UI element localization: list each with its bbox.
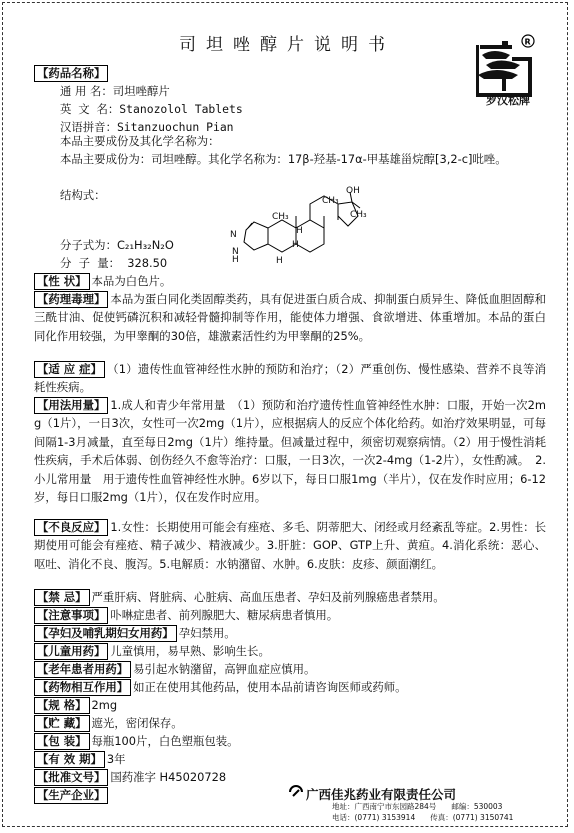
- structure-label: 结构式：: [60, 188, 106, 202]
- molecular-formula: 分子式为：C₂₁H₃₂N₂O: [60, 238, 174, 252]
- h-label-3: H: [276, 256, 283, 266]
- h-label-2: H: [292, 240, 299, 250]
- packaging-section: [34, 732, 546, 750]
- section-label: 【贮 藏】: [34, 715, 90, 732]
- section-label: 【注意事项】: [34, 607, 108, 624]
- section-text: 2mg: [91, 698, 118, 712]
- section-text: 1.女性：长期使用可能会有痤疮、多毛、阴蒂肥大、闭经或月经紊乱等症。2.男性：长期使用可能会有痤疮、精子减少、精液减少。3.肝脏：GOP、GTP上升、黄疸。4.消化系统：恶心、呕吐、消化不良、腹泻。5.电解质：水钠潴留、水肿。6.皮肤：皮疹、颜面潮红。: [34, 520, 546, 571]
- ch3-label-a: CH₃: [350, 210, 367, 220]
- section-label: 【用法用量】: [34, 397, 108, 414]
- section-text: 易引起水钠潴留，高钾血症应慎用。: [133, 662, 316, 676]
- section-text: 1.成人和青少年常用量 （1）预防和治疗遗传性血管神经性水肿：口服，开始一次2mg（1片），一日3次，女性可一次2mg（1片），应根据病人的反应个体化给药。如治疗效果明显，可每间隔1-3月减量，直至每日2mg（1片）维持量。但减量过程中，须密切观察病情。（2）用于慢性消耗性疾病，手术后体弱、创伤经久不愈等治疗：口服，一日3次，一次2-4mg（1-2片），女性酌减。 2.小儿常用量 用于遗传性血管神经性水肿。6岁以下，每日口服1mg（半片），仅在发作时应用；6-12岁，每日口服2mg（1片），仅在发作时应用。: [34, 398, 546, 505]
- company-logo-icon: [288, 784, 304, 800]
- section-text: 每瓶100片，白色塑瓶包装。: [91, 734, 239, 748]
- section-label: 【适 应 症】: [34, 361, 105, 378]
- contraindications-section: [34, 588, 546, 606]
- storage-section: [34, 714, 546, 732]
- section-label: 【性 状】: [34, 273, 90, 290]
- section-text: 本品为蛋白同化类固醇类药，具有促进蛋白质合成、抑制蛋白质异生、降低血胆固醇和三酰甘油、促使钙磷沉积和减轻骨髓抑制等作用，能使体力增强、食欲增进、体重增加。本品的蛋白同化作用较强，为甲睾酮的30倍，雄激素活性约为甲睾酮的25%。: [34, 292, 546, 343]
- ch3-label-b: CH₃: [322, 196, 339, 206]
- section-text: 儿童慎用，易早熟、影响生长。: [110, 644, 270, 658]
- section-text: 遮光，密闭保存。: [91, 716, 183, 730]
- company-address: 地址：广西南宁市东园路284号 邮编：530003: [332, 802, 503, 811]
- precautions-section: [34, 606, 546, 624]
- adverse-reactions-section: [34, 518, 546, 573]
- section-text: 3年: [106, 752, 126, 766]
- section-label: 【生产企业】: [34, 787, 108, 804]
- properties-section: [34, 272, 546, 290]
- specification-section: [34, 696, 546, 714]
- section-label: 【规 格】: [34, 697, 90, 714]
- section-label: 【孕妇及哺乳期妇女用药】: [34, 625, 177, 642]
- pregnancy-section: [34, 624, 546, 642]
- section-label: 【有 效 期】: [34, 751, 105, 768]
- section-text: 卟啉症患者、前列腺肥大、糖尿病患者慎用。: [110, 608, 339, 622]
- section-label: 【药理毒理】: [34, 291, 108, 308]
- ingredient-text: 本品主要成份为：司坦唑醇。其化学名称为：17β-羟基-17α-甲基雄甾烷醇[3,2-c]吡唑。: [60, 152, 507, 166]
- brand-name: 罗汉松牌: [486, 94, 530, 107]
- svg-text:R: R: [524, 37, 531, 47]
- section-text: 本品为白色片。: [91, 274, 172, 288]
- indications-section: [34, 360, 546, 397]
- n-label: N: [230, 230, 237, 240]
- section-text: 国药准字 H45020728: [110, 770, 227, 784]
- section-label: 【药品名称】: [34, 65, 108, 82]
- section-label: 【禁 忌】: [34, 589, 90, 606]
- oh-label: OH: [346, 186, 360, 196]
- ch3-label-c: CH₃: [272, 212, 289, 222]
- section-label: 【包 装】: [34, 733, 90, 750]
- pediatric-section: [34, 642, 546, 660]
- dosage-section: [34, 396, 546, 506]
- english-name: 英 文 名：Stanozolol Tablets: [60, 102, 243, 116]
- h-label-1: H: [296, 226, 303, 236]
- interactions-section: [34, 678, 546, 696]
- section-label: 【老年患者用药】: [34, 661, 131, 678]
- geriatric-section: [34, 660, 546, 678]
- validity-section: [34, 750, 546, 768]
- drug-name-header: [34, 64, 110, 82]
- company-phone: 电话：(0771) 3153914 传真：(0771) 3150741: [332, 813, 514, 822]
- section-text: 严重肝病、肾脏病、心脏病、高血压患者、孕妇及前列腺癌患者禁用。: [91, 590, 445, 604]
- document-title: 司坦唑醇片说明书: [179, 35, 395, 55]
- pharmacology-section: [34, 290, 546, 345]
- molecular-weight: 分 子 量： 328.50: [60, 256, 168, 270]
- section-label: 【批准文号】: [34, 769, 108, 786]
- ingredient-title: 本品主要成份及其化学名称为：: [60, 134, 220, 148]
- section-label: 【不良反应】: [34, 519, 108, 536]
- section-text: 如正在使用其他药品，使用本品前请咨询医师或药师。: [133, 680, 407, 694]
- generic-name: 通 用 名：司坦唑醇片: [60, 84, 170, 98]
- section-label: 【儿童用药】: [34, 643, 108, 660]
- section-text: 孕妇禁用。: [178, 626, 236, 640]
- section-label: 【药物相互作用】: [34, 679, 131, 696]
- company-name: 广西佳兆药业有限责任公司: [306, 787, 457, 802]
- pinyin-name: 汉语拼音：Sitanzuochun Pian: [60, 120, 234, 134]
- section-text: （1）遗传性血管神经性水肿的预防和治疗；（2）严重创伤、慢性感染、营养不良等消耗性疾病。: [34, 362, 546, 395]
- nh-label: N H: [232, 247, 239, 265]
